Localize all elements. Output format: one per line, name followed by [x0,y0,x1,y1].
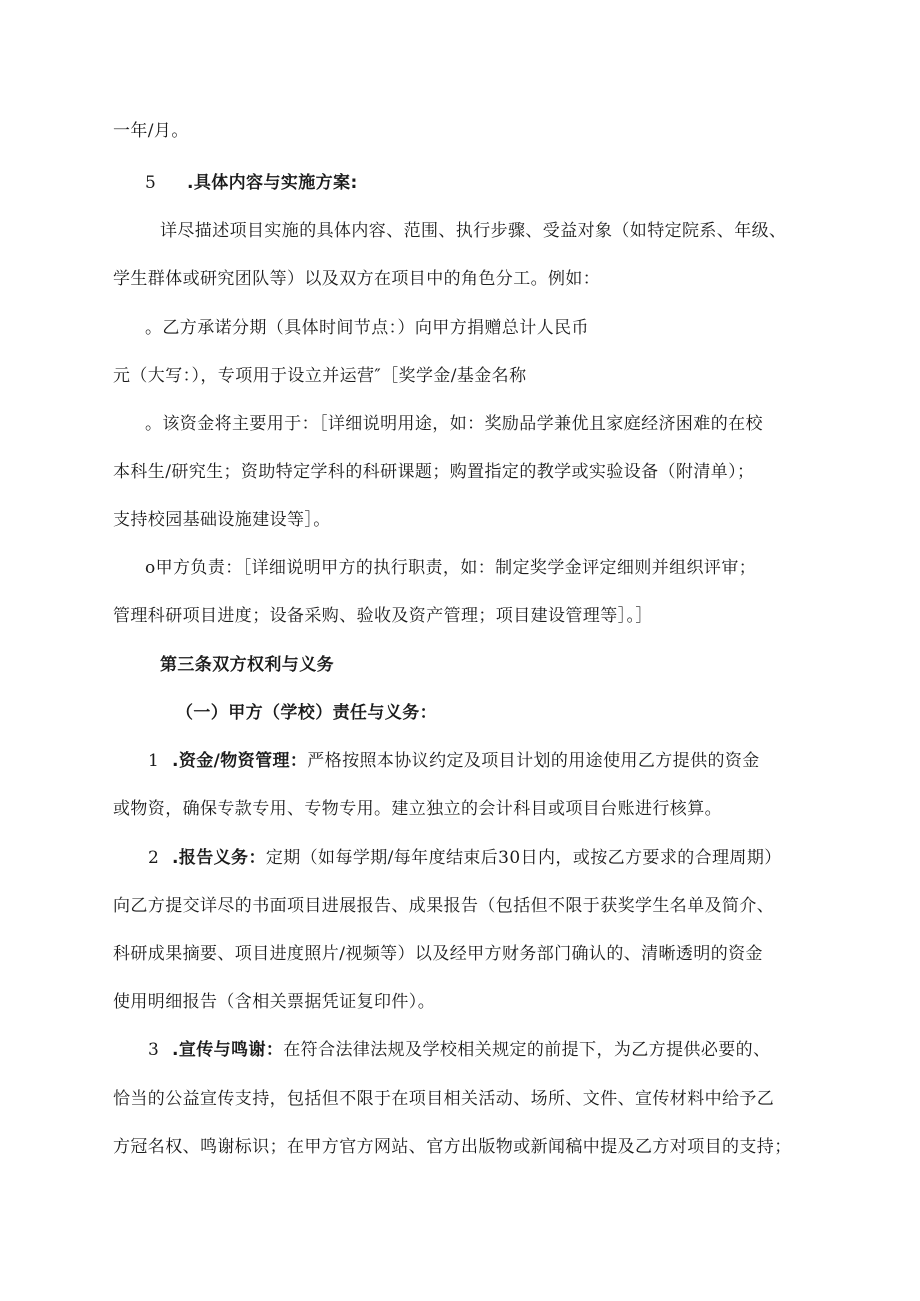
list-number: 2 [148,848,160,868]
item-text: 定期（如每学期/每年度结束后30日内，或按乙方要求的合理周期） [265,848,782,868]
item-text: 在符合法律法规及学校相关规定的前提下，为乙方提供必要的、 [283,1040,771,1060]
list-item-2 [148,848,782,868]
text-line: 支持校园基础设施建设等］。 [113,510,331,530]
text-line: 学生群体或研究团队等）以及双方在项目中的角色分工。例如： [113,269,601,289]
text-line: 。该资金将主要用于：［详细说明用途，如：奖励品学兼优且家庭经济困难的在校 [145,414,763,434]
list-item-3 [148,1040,770,1060]
text-line: 恰当的公益宣传支持，包括但不限于在项目相关活动、场所、文件、宣传材料中给予乙 [113,1089,775,1109]
text-line: 本科生/研究生；资助特定学科的科研课题；购置指定的教学或实验设备（附清单）； [113,462,755,482]
list-item-1 [148,751,760,771]
section-heading: （一）甲方（学校）责任与义务： [176,703,437,723]
item-title: .资金/物资管理： [172,751,308,771]
text-line: 或物资，确保专款专用、专物专用。建立独立的会计科目或项目台账进行核算。 [113,799,722,819]
text-line: 元（大写：），专项用于设立并运营″［奖学金/基金名称 [113,366,527,386]
list-item-5 [145,173,358,193]
text-line: 管理科研项目进度；设备采购、验收及资产管理；项目建设管理等］。］ [113,606,653,626]
article-heading: 第三条双方权利与义务 [160,655,334,675]
list-number: 1 [148,751,160,771]
item-title: .宣传与鸣谢： [172,1040,284,1060]
text-line: 一年/月。 [113,121,189,141]
text-line: 。乙方承诺分期（具体时间节点：）向甲方捐赠总计人民币 [145,318,589,338]
text-line: 科研成果摘要、项目进度照片/视频等）以及经甲方财务部门确认的、清晰透明的资金 [113,944,763,964]
text-line: 方冠名权、鸣谢标识；在甲方官方网站、官方出版物或新闻稿中提及乙方对项目的支持； [113,1137,792,1157]
text-line: o甲方负责：［详细说明甲方的执行职责，如：制定奖学金评定细则并组织评审； [145,558,757,578]
text-line: 使用明细报告（含相关票据凭证复印件）。 [113,992,436,1012]
text-line: 详尽描述项目实施的具体内容、范围、执行步骤、受益对象（如特定院系、年级、 [160,221,787,241]
item-title: .报告义务： [172,848,266,868]
list-number: 3 [148,1040,160,1060]
text-line: 向乙方提交详尽的书面项目进展报告、成果报告（包括但不限于获奖学生名单及简介、 [113,896,775,916]
item-text: 严格按照本协议约定及项目计划的用途使用乙方提供的资金 [307,751,760,771]
section-heading: .具体内容与实施方案: [187,173,358,193]
list-number: 5 [145,173,157,193]
